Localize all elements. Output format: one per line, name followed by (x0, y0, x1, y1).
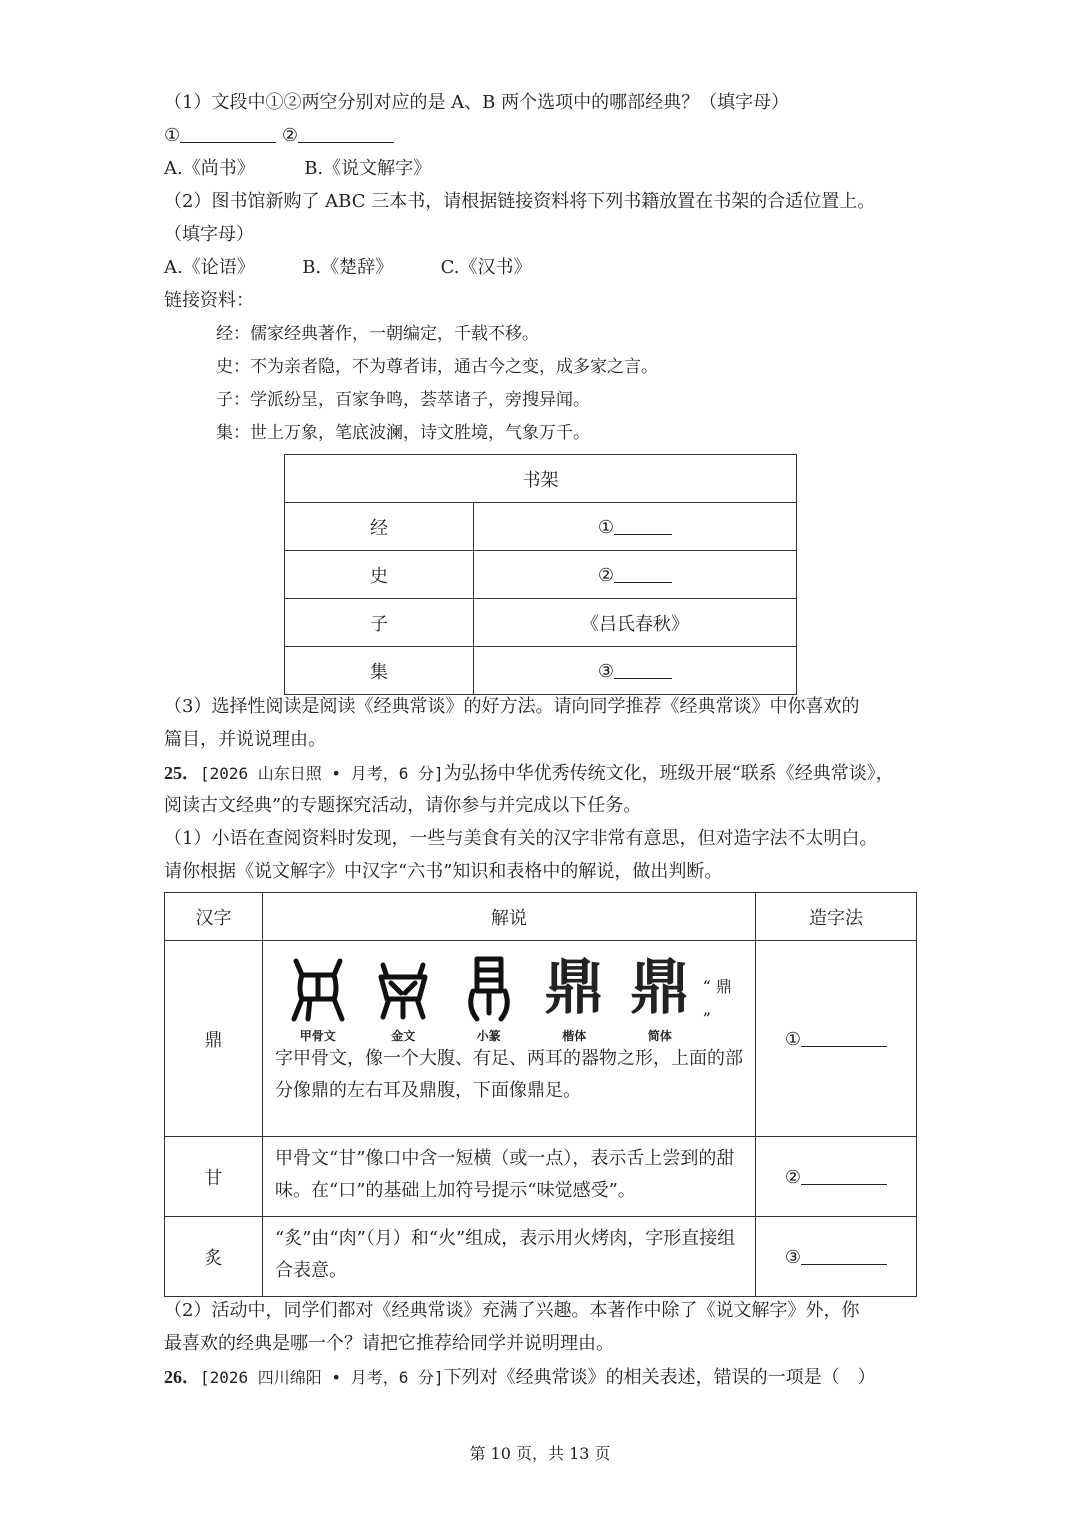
table-row (285, 647, 797, 695)
option-a: A.《论语》 (164, 257, 255, 278)
shelf-slot: ③ (474, 647, 797, 695)
desc-cell: 甲骨文“甘”像口中含一短横（或一点），表示舌上尝到的甜味。在“口”的基础上加符号提示“味觉感受”。 (263, 1137, 756, 1217)
glyph-kaiti: 鼎 楷体 (544, 953, 605, 1043)
q24-options-2 (164, 256, 531, 280)
q26-text: 下列对《经典常谈》的相关表述，错误的一项是（ ） (443, 1367, 876, 1388)
option-c: C.《汉书》 (440, 257, 532, 278)
q25-intro (164, 761, 894, 786)
shelf-slot: ② (474, 551, 797, 599)
seal-ding-icon (459, 953, 519, 1023)
q24-part3-prompt-cont: 篇目，并说说理由。 (164, 729, 326, 750)
answer-cell: ② (756, 1137, 917, 1217)
link-material-title: 链接资料： (164, 290, 254, 311)
char-cell: 鼎 (165, 941, 263, 1137)
answer-blank (801, 1166, 887, 1185)
q25-intro-text: 为弘扬中华优秀传统文化，班级开展“联系《经典常谈》， (443, 763, 894, 784)
answer-blank (614, 516, 672, 535)
desc-cell: “炙”由“肉”（月）和“火”组成，表示用火烤肉，字形直接组合表意。 (263, 1217, 756, 1297)
shelf-slot: 《吕氏春秋》 (474, 599, 797, 647)
shelf-category: 子 (285, 599, 474, 647)
q24-part1-blanks (164, 124, 394, 148)
answer-blank-1 (180, 124, 276, 143)
table-row (165, 1217, 917, 1297)
question-number: 26． (164, 1367, 200, 1387)
link-item-jing: 经：儒家经典著作，一朝编定，千载不移。 (216, 324, 539, 344)
link-item-shi: 史：不为亲者隐，不为尊者讳，通古今之变，成多家之言。 (216, 357, 658, 377)
glyph-oracle: 甲骨文 (275, 953, 361, 1043)
table-row (285, 503, 797, 551)
glyph-bronze: 金文 (361, 953, 447, 1043)
table-row (165, 941, 917, 1137)
q24-options-1 (164, 157, 431, 181)
glyph-simplified: 鼎 简体 (629, 953, 690, 1043)
blank-label-1: ① (164, 125, 181, 146)
q24-part2-prompt: （2）图书馆新购了 ABC 三本书，请根据链接资料将下列书籍放置在书架的合适位置上。 (164, 191, 876, 212)
glyph-seal: 小篆 (446, 953, 532, 1043)
table-row (165, 1137, 917, 1217)
ding-description: 字甲骨文，像一个大腹、有足、两耳的器物之形，上面的部分像鼎的左右耳及鼎腹，下面像鼎足。 (275, 1048, 743, 1101)
q25-part1-prompt: （1）小语在查阅资料时发现，一些与美食有关的汉字非常有意思，但对造字法不太明白。 (164, 828, 878, 849)
desc-cell (263, 941, 756, 1137)
answer-blank-2 (298, 124, 394, 143)
column-header: 解说 (263, 893, 756, 941)
answer-cell: ③ (756, 1217, 917, 1297)
blank-label-2: ② (281, 125, 299, 146)
option-b: B.《楚辞》 (302, 257, 394, 278)
q25-part2-prompt: （2）活动中，同学们都对《经典常谈》充满了兴趣。本著作中除了《说文解字》外，你 (164, 1300, 860, 1321)
q24-part3-prompt: （3）选择性阅读是阅读《经典常谈》的好方法。请向同学推荐《经典常谈》中你喜欢的 (164, 696, 860, 717)
char-cell: 炙 (165, 1217, 263, 1297)
ding-quote: “ 鼎 ” (702, 977, 732, 1028)
answer-blank (801, 1028, 887, 1047)
shelf-category: 史 (285, 551, 474, 599)
q25-part2-prompt-cont: 最喜欢的经典是哪一个？请把它推荐给同学并说明理由。 (164, 1333, 614, 1354)
question-source: [2026 四川绵阳 • 月考，6 分] (200, 1368, 444, 1387)
question-number: 25． (164, 763, 200, 783)
bronze-ding-icon (373, 953, 433, 1023)
column-header: 汉字 (165, 893, 263, 941)
q26-prompt (164, 1365, 876, 1390)
option-a: A.《尚书》 (164, 158, 255, 179)
link-item-ji: 集：世上万象，笔底波澜，诗文胜境，气象万千。 (216, 423, 590, 443)
bookshelf-header: 书架 (285, 455, 797, 503)
shelf-category: 经 (285, 503, 474, 551)
table-row (285, 551, 797, 599)
oracle-ding-icon (288, 953, 348, 1023)
table-row (285, 599, 797, 647)
character-table (164, 892, 917, 1297)
table-header-row (165, 893, 917, 941)
char-cell: 甘 (165, 1137, 263, 1217)
q24-part1-prompt: （1）文段中①②两空分别对应的是 A、B 两个选项中的哪部经典？（填字母） (164, 92, 790, 113)
answer-cell: ① (756, 941, 917, 1137)
answer-blank (614, 564, 672, 583)
option-b: B.《说文解字》 (304, 158, 432, 179)
ding-evolution (275, 953, 743, 1043)
q24-part2-prompt-cont: （填字母） (164, 224, 254, 245)
page-footer: 第 10 页，共 13 页 (469, 1444, 611, 1463)
answer-blank (801, 1246, 887, 1265)
link-item-zi: 子：学派纷呈，百家争鸣，荟萃诸子，旁搜异闻。 (216, 390, 590, 410)
q25-intro-cont: 阅读古文经典”的专题探究活动，请你参与并完成以下任务。 (164, 795, 642, 816)
answer-blank (614, 660, 672, 679)
shelf-slot: ① (474, 503, 797, 551)
question-source: [2026 山东日照 • 月考，6 分] (200, 764, 444, 783)
column-header: 造字法 (756, 893, 917, 941)
bookshelf-table (284, 454, 797, 695)
q25-part1-prompt-cont: 请你根据《说文解字》中汉字“六书”知识和表格中的解说，做出判断。 (164, 861, 723, 882)
shelf-category: 集 (285, 647, 474, 695)
